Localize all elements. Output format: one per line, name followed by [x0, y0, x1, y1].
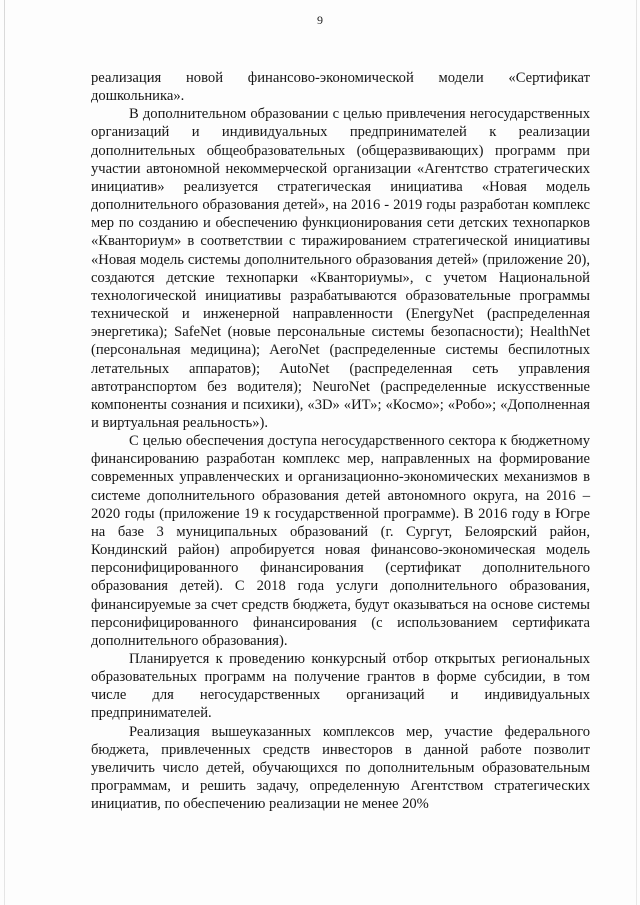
page-number: 9: [317, 13, 323, 27]
paragraph-budget-access: С целью обеспечения доступа негосударственного сектора к бюджетному финансированию разработан комплекс мер, направленных на формирование современных управленческих и организационно-экономических механизмов в системе дополнительного образования детей автономного округа, на 2016 – 2020 годы (приложение 19 к государственной программе). В 2016 году в Югре на базе 3 муниципальных образований (г. Сургут, Белоярский район, Кондинский район) апробируется новая финансово-экономическая модель персонифицированного финансирования (сертификат дополнительного образования детей). С 2018 года услуги дополнительного образования, финансируемые за счет средств бюджета, будут оказываться на основе системы персонифицированного финансирования (с использованием сертификата дополнительного образования).: [91, 433, 590, 649]
paragraph-grant-competition: Планируется к проведению конкурсный отбор открытых региональных образовательных программ на получение грантов в форме субсидии, в том числе для негосударственных организаций и индивидуальных предпринимателей.: [91, 651, 590, 722]
paragraph-implementation: Реализация вышеуказанных комплексов мер, участие федерального бюджета, привлеченных средств инвесторов в данной работе позволит увеличить число детей, обучающихся по дополнительным образовательным программам, и решить задачу, определенную Агентством стратегических инициатив, по обеспечению реализации не менее 20%: [91, 723, 590, 813]
scan-edge-right: [636, 0, 637, 905]
document-body: [91, 69, 590, 813]
paragraph-additional-education: В дополнительном образовании с целью привлечения негосударственных организаций и индивидуальных предпринимателей к реализации дополнительных общеобразовательных (общеразвивающих) программ при участии автономной некоммерческой организации «Агентство стратегических инициатив» реализуется стратегическая инициатива «Новая модель дополнительного образования детей», на 2016 - 2019 годы разработан комплекс мер по созданию и обеспечению функционирования сети детских технопарков «Кванториум» в соответствии с тиражированием стратегической инициативы «Новая модель системы дополнительного образования детей» (приложение 20), создаются детские технопарки «Кванториумы», с учетом Национальной технологической инициативы разрабатываются образовательные программы технической и инженерной направленности (EnergyNet (распределенная энергетика); SafeNet (новые персональные системы безопасности); HealthNet (персональная медицина); AeroNet (распределенные системы беспилотных летательных аппаратов); AutoNet (распределенная сеть управления автотранспортом без водителя); NeuroNet (распределенные искусственные компоненты сознания и психики), «3D» «ИТ»; «Космо»; «Робо»; «Дополненная и виртуальная реальность»).: [91, 106, 590, 431]
paragraph-continuation: реализация новой финансово-экономической модели «Сертификат дошкольника».: [91, 70, 590, 105]
scan-edge-left: [4, 0, 5, 905]
